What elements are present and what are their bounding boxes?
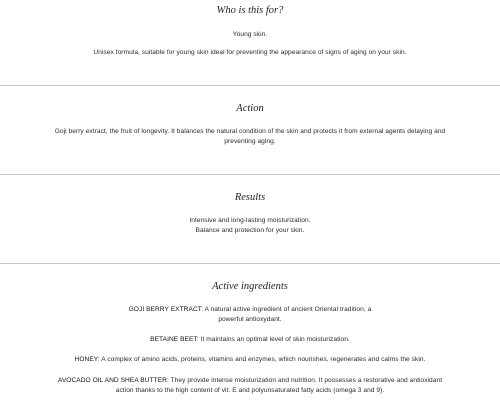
results-heading: Results (234, 192, 266, 203)
who-line-1: Young skin. (232, 31, 268, 38)
ingredient-avocado (0, 376, 500, 396)
who-line-2: Unisex formula, suitable for young skin ideal for preventing the appearance of signs of aging on your skin. (93, 49, 407, 56)
divider-2 (0, 174, 500, 175)
ingredient-betaine (0, 335, 500, 345)
ingredient-name: AVOCADO OIL AND SHEA BUTTER (57, 377, 167, 384)
divider-1 (0, 85, 500, 86)
results-line-2: Balance and protection for your skin. (195, 227, 305, 234)
who-heading: Who is this for? (216, 5, 284, 16)
ingredient-text: : They provide intense moisturization and nutrition. It possesses a restorative and antioxidant (166, 377, 443, 384)
ingredient-name: GOJI BERRY EXTRACT (128, 306, 202, 313)
action-body (0, 127, 500, 147)
who-section (0, 4, 500, 18)
results-section (0, 191, 500, 205)
ingredient-line-cont: action thanks to the high content of vit. E and polyunsaturated fatty acids (omega 3 and 9). (115, 387, 385, 394)
ingredient-goji (0, 305, 500, 325)
ingredient-line (0, 355, 500, 365)
who-body (0, 30, 500, 40)
action-line-1: Goji berry extract, the fruit of longevity. It balances the natural condition of the skin and protects it from external agents delaying and (54, 128, 446, 135)
ingredients-section (0, 280, 500, 294)
ingredient-line (0, 335, 500, 345)
ingredient-name: BETAINE BEET (150, 336, 197, 343)
action-line-2: preventing aging. (224, 138, 276, 145)
results-body (0, 216, 500, 236)
ingredient-line (0, 305, 500, 315)
ingredient-text: : A natural active ingredient of ancient Oriental tradition, a (201, 306, 372, 313)
ingredient-text: : It maintains an optimal level of skin moisturization. (196, 336, 350, 343)
who-body-2 (0, 48, 500, 58)
ingredients-heading: Active ingredients (212, 281, 288, 292)
ingredient-honey (0, 355, 500, 365)
action-section (0, 102, 500, 116)
ingredient-name: HONEY (74, 356, 98, 363)
ingredient-line (0, 376, 500, 386)
results-line-1: Intensive and long-lasting moisturization. (189, 217, 311, 224)
ingredient-line-cont: powerful antioxydant. (218, 316, 282, 323)
action-heading: Action (236, 103, 264, 114)
ingredient-text: : A complex of amino acids, proteins, vitamins and enzymes, which nourishes, regenerates and calms the skin. (97, 356, 426, 363)
divider-3 (0, 263, 500, 264)
